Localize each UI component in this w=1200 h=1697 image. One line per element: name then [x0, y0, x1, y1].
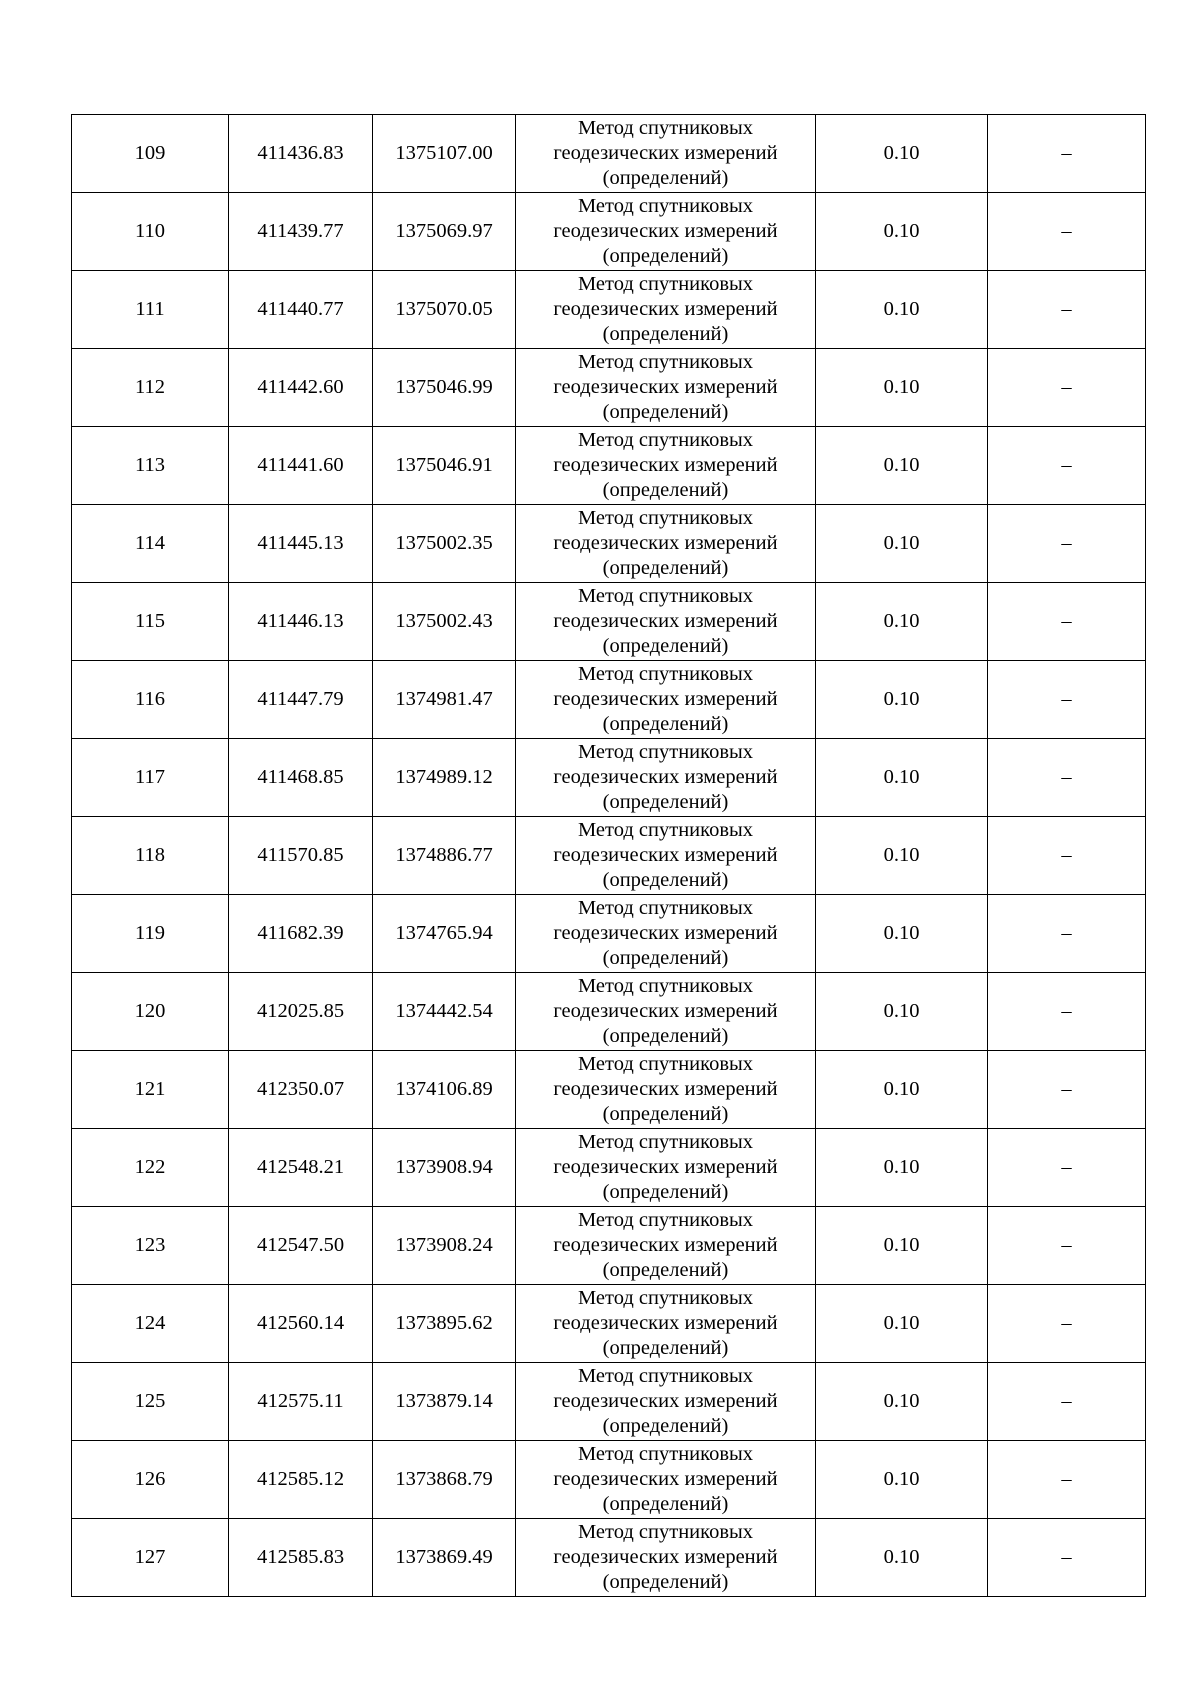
method-cell: [516, 1051, 816, 1129]
y-coordinate-cell: 1374981.47: [373, 661, 516, 739]
table-row: [72, 973, 1146, 1051]
x-coordinate-cell: 411447.79: [229, 661, 373, 739]
table-row: [72, 193, 1146, 271]
method-cell: [516, 1207, 816, 1285]
point-number-cell: 125: [72, 1363, 229, 1441]
precision-cell: 0.10: [816, 817, 988, 895]
method-line: геодезических измерений: [553, 1546, 778, 1568]
method-line: Метод спутниковых: [577, 1287, 754, 1309]
point-number-cell: 110: [72, 193, 229, 271]
method-line: геодезических измерений: [553, 766, 778, 788]
precision-cell: 0.10: [816, 1207, 988, 1285]
precision-cell: 0.10: [816, 739, 988, 817]
method-line: (определений): [602, 557, 729, 579]
method-line: (определений): [602, 1415, 729, 1437]
y-coordinate-cell: 1375002.43: [373, 583, 516, 661]
method-line: геодезических измерений: [553, 142, 778, 164]
point-number-cell: 111: [72, 271, 229, 349]
method-cell: [516, 895, 816, 973]
y-coordinate-cell: 1375046.99: [373, 349, 516, 427]
x-coordinate-cell: 411468.85: [229, 739, 373, 817]
y-coordinate-cell: 1373908.24: [373, 1207, 516, 1285]
y-coordinate-cell: 1374989.12: [373, 739, 516, 817]
method-line: геодезических измерений: [553, 220, 778, 242]
method-cell: [516, 349, 816, 427]
method-line: геодезических измерений: [553, 922, 778, 944]
method-line: геодезических измерений: [553, 610, 778, 632]
method-line: (определений): [602, 1103, 729, 1125]
x-coordinate-cell: 411439.77: [229, 193, 373, 271]
method-line: геодезических измерений: [553, 1468, 778, 1490]
precision-cell: 0.10: [816, 1441, 988, 1519]
method-cell: [516, 115, 816, 193]
y-coordinate-cell: 1373908.94: [373, 1129, 516, 1207]
precision-cell: 0.10: [816, 505, 988, 583]
x-coordinate-cell: 412585.83: [229, 1519, 373, 1597]
method-line: Метод спутниковых: [577, 351, 754, 373]
method-line: геодезических измерений: [553, 688, 778, 710]
note-cell: –: [988, 739, 1146, 817]
method-line: (определений): [602, 635, 729, 657]
y-coordinate-cell: 1374442.54: [373, 973, 516, 1051]
method-line: (определений): [602, 1493, 729, 1515]
y-coordinate-cell: 1373895.62: [373, 1285, 516, 1363]
method-line: (определений): [602, 1259, 729, 1281]
method-line: Метод спутниковых: [577, 195, 754, 217]
method-line: геодезических измерений: [553, 1078, 778, 1100]
method-line: (определений): [602, 1337, 729, 1359]
method-cell: [516, 1519, 816, 1597]
y-coordinate-cell: 1375002.35: [373, 505, 516, 583]
table-row: [72, 349, 1146, 427]
note-cell: –: [988, 1519, 1146, 1597]
x-coordinate-cell: 412350.07: [229, 1051, 373, 1129]
table-row: [72, 1441, 1146, 1519]
table-row: [72, 271, 1146, 349]
method-cell: [516, 973, 816, 1051]
precision-cell: 0.10: [816, 973, 988, 1051]
y-coordinate-cell: 1373879.14: [373, 1363, 516, 1441]
table-row: [72, 505, 1146, 583]
table-row: [72, 817, 1146, 895]
method-line: Метод спутниковых: [577, 507, 754, 529]
note-cell: –: [988, 817, 1146, 895]
method-line: Метод спутниковых: [577, 1053, 754, 1075]
note-cell: –: [988, 193, 1146, 271]
point-number-cell: 127: [72, 1519, 229, 1597]
note-cell: –: [988, 973, 1146, 1051]
x-coordinate-cell: 411445.13: [229, 505, 373, 583]
method-cell: [516, 739, 816, 817]
precision-cell: 0.10: [816, 583, 988, 661]
table-row: [72, 1363, 1146, 1441]
method-cell: [516, 1441, 816, 1519]
method-line: (определений): [602, 1571, 729, 1593]
point-number-cell: 109: [72, 115, 229, 193]
note-cell: –: [988, 427, 1146, 505]
y-coordinate-cell: 1373868.79: [373, 1441, 516, 1519]
x-coordinate-cell: 411440.77: [229, 271, 373, 349]
method-line: Метод спутниковых: [577, 663, 754, 685]
point-number-cell: 118: [72, 817, 229, 895]
method-line: геодезических измерений: [553, 376, 778, 398]
note-cell: –: [988, 1129, 1146, 1207]
method-line: Метод спутниковых: [577, 1521, 754, 1543]
table-row: [72, 427, 1146, 505]
note-cell: –: [988, 115, 1146, 193]
method-line: (определений): [602, 167, 729, 189]
note-cell: –: [988, 583, 1146, 661]
point-number-cell: 124: [72, 1285, 229, 1363]
precision-cell: 0.10: [816, 1129, 988, 1207]
method-line: (определений): [602, 245, 729, 267]
note-cell: –: [988, 271, 1146, 349]
point-number-cell: 116: [72, 661, 229, 739]
x-coordinate-cell: 411436.83: [229, 115, 373, 193]
table-row: [72, 1051, 1146, 1129]
method-line: (определений): [602, 479, 729, 501]
precision-cell: 0.10: [816, 1363, 988, 1441]
y-coordinate-cell: 1374886.77: [373, 817, 516, 895]
x-coordinate-cell: 412547.50: [229, 1207, 373, 1285]
precision-cell: 0.10: [816, 895, 988, 973]
precision-cell: 0.10: [816, 661, 988, 739]
table-row: [72, 1129, 1146, 1207]
method-line: (определений): [602, 869, 729, 891]
point-number-cell: 123: [72, 1207, 229, 1285]
method-line: Метод спутниковых: [577, 1443, 754, 1465]
note-cell: –: [988, 1363, 1146, 1441]
table-row: [72, 661, 1146, 739]
point-number-cell: 119: [72, 895, 229, 973]
method-line: Метод спутниковых: [577, 273, 754, 295]
point-number-cell: 115: [72, 583, 229, 661]
x-coordinate-cell: 411570.85: [229, 817, 373, 895]
precision-cell: 0.10: [816, 193, 988, 271]
method-cell: [516, 427, 816, 505]
point-number-cell: 113: [72, 427, 229, 505]
method-line: геодезических измерений: [553, 298, 778, 320]
point-number-cell: 112: [72, 349, 229, 427]
precision-cell: 0.10: [816, 271, 988, 349]
y-coordinate-cell: 1373869.49: [373, 1519, 516, 1597]
precision-cell: 0.10: [816, 427, 988, 505]
method-line: геодезических измерений: [553, 844, 778, 866]
method-line: (определений): [602, 401, 729, 423]
method-line: Метод спутниковых: [577, 1209, 754, 1231]
method-line: Метод спутниковых: [577, 1365, 754, 1387]
method-line: геодезических измерений: [553, 1000, 778, 1022]
table-row: [72, 1207, 1146, 1285]
method-cell: [516, 505, 816, 583]
x-coordinate-cell: 411446.13: [229, 583, 373, 661]
point-number-cell: 114: [72, 505, 229, 583]
table-row: [72, 739, 1146, 817]
method-line: геодезических измерений: [553, 1234, 778, 1256]
method-cell: [516, 817, 816, 895]
y-coordinate-cell: 1374765.94: [373, 895, 516, 973]
method-line: Метод спутниковых: [577, 819, 754, 841]
method-cell: [516, 1363, 816, 1441]
x-coordinate-cell: 412548.21: [229, 1129, 373, 1207]
coordinates-table-body: [72, 115, 1146, 1597]
method-line: (определений): [602, 713, 729, 735]
method-line: Метод спутниковых: [577, 1131, 754, 1153]
method-line: Метод спутниковых: [577, 117, 754, 139]
x-coordinate-cell: 412585.12: [229, 1441, 373, 1519]
x-coordinate-cell: 412025.85: [229, 973, 373, 1051]
point-number-cell: 117: [72, 739, 229, 817]
x-coordinate-cell: 411682.39: [229, 895, 373, 973]
x-coordinate-cell: 411441.60: [229, 427, 373, 505]
note-cell: –: [988, 1285, 1146, 1363]
note-cell: –: [988, 1051, 1146, 1129]
precision-cell: 0.10: [816, 115, 988, 193]
method-cell: [516, 271, 816, 349]
method-line: (определений): [602, 947, 729, 969]
note-cell: –: [988, 1441, 1146, 1519]
method-cell: [516, 583, 816, 661]
method-line: Метод спутниковых: [577, 429, 754, 451]
method-line: Метод спутниковых: [577, 585, 754, 607]
method-line: геодезических измерений: [553, 454, 778, 476]
method-cell: [516, 193, 816, 271]
precision-cell: 0.10: [816, 349, 988, 427]
method-line: геодезических измерений: [553, 532, 778, 554]
precision-cell: 0.10: [816, 1519, 988, 1597]
method-line: геодезических измерений: [553, 1312, 778, 1334]
x-coordinate-cell: 411442.60: [229, 349, 373, 427]
precision-cell: 0.10: [816, 1051, 988, 1129]
method-line: (определений): [602, 323, 729, 345]
y-coordinate-cell: 1375069.97: [373, 193, 516, 271]
y-coordinate-cell: 1375070.05: [373, 271, 516, 349]
y-coordinate-cell: 1374106.89: [373, 1051, 516, 1129]
point-number-cell: 121: [72, 1051, 229, 1129]
table-row: [72, 1285, 1146, 1363]
precision-cell: 0.10: [816, 1285, 988, 1363]
point-number-cell: 122: [72, 1129, 229, 1207]
y-coordinate-cell: 1375046.91: [373, 427, 516, 505]
note-cell: –: [988, 661, 1146, 739]
method-line: геодезических измерений: [553, 1390, 778, 1412]
table-row: [72, 895, 1146, 973]
y-coordinate-cell: 1375107.00: [373, 115, 516, 193]
method-cell: [516, 1129, 816, 1207]
table-row: [72, 1519, 1146, 1597]
method-cell: [516, 661, 816, 739]
note-cell: –: [988, 505, 1146, 583]
method-line: Метод спутниковых: [577, 741, 754, 763]
method-line: (определений): [602, 791, 729, 813]
point-number-cell: 120: [72, 973, 229, 1051]
method-cell: [516, 1285, 816, 1363]
table-row: [72, 583, 1146, 661]
x-coordinate-cell: 412560.14: [229, 1285, 373, 1363]
point-number-cell: 126: [72, 1441, 229, 1519]
note-cell: –: [988, 895, 1146, 973]
method-line: (определений): [602, 1181, 729, 1203]
method-line: геодезических измерений: [553, 1156, 778, 1178]
method-line: (определений): [602, 1025, 729, 1047]
note-cell: –: [988, 1207, 1146, 1285]
table-row: [72, 115, 1146, 193]
coordinates-table: [71, 114, 1146, 1597]
method-line: Метод спутниковых: [577, 975, 754, 997]
note-cell: –: [988, 349, 1146, 427]
x-coordinate-cell: 412575.11: [229, 1363, 373, 1441]
method-line: Метод спутниковых: [577, 897, 754, 919]
